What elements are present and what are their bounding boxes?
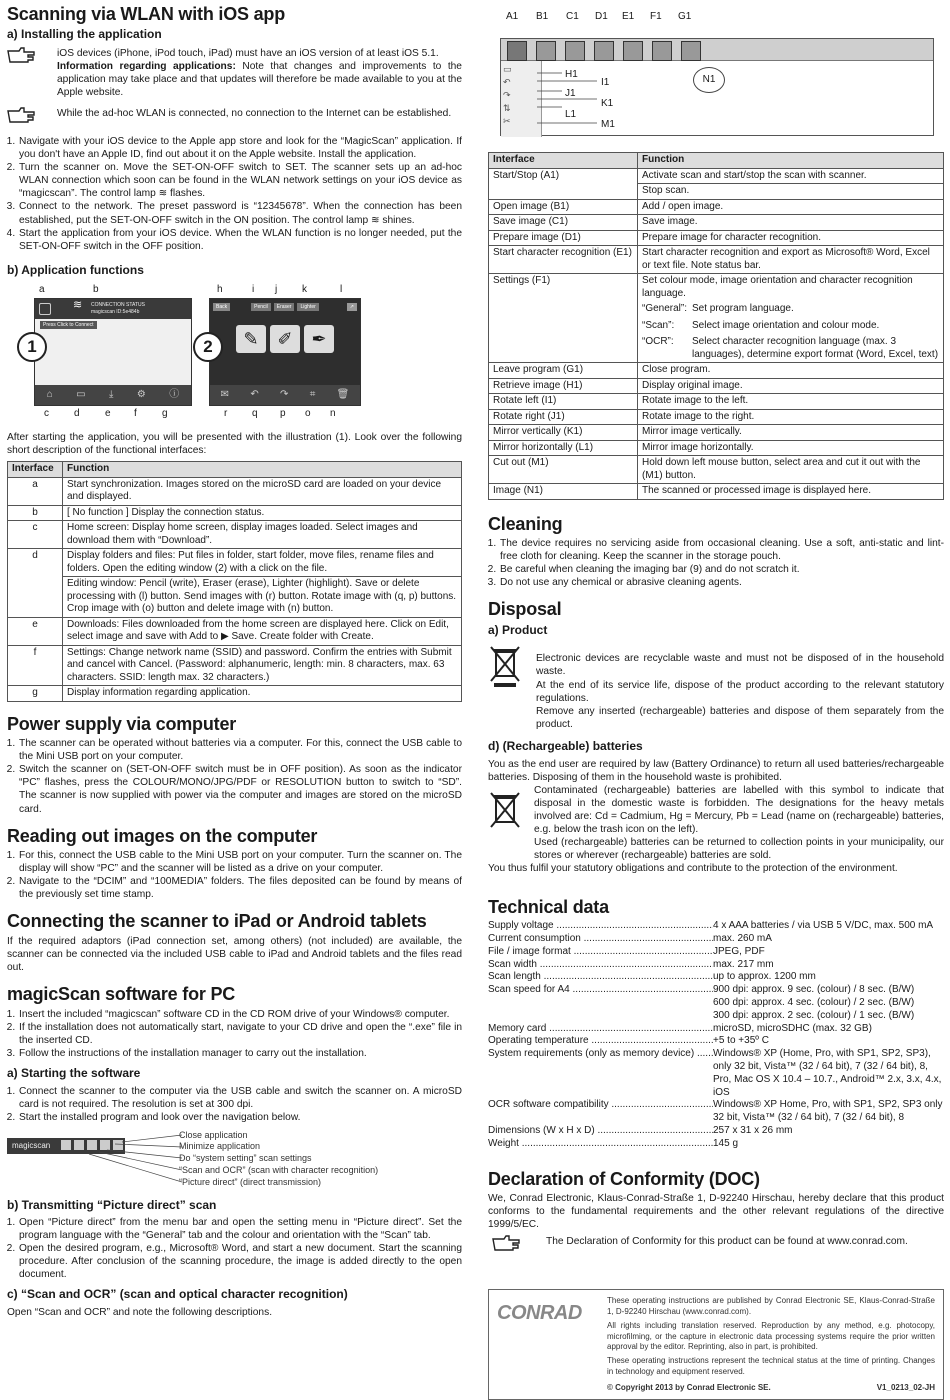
tech-value: max. 260 mA — [713, 932, 772, 944]
copyright: © Copyright 2013 by Conrad Electronic SE. — [607, 1383, 771, 1393]
callout-n: n — [330, 408, 336, 420]
doc-note — [488, 1235, 944, 1251]
tech-value: 257 x 31 x 26 mm — [713, 1124, 793, 1136]
table-cell: f — [8, 645, 63, 686]
share-icon[interactable]: ↗ — [347, 303, 357, 311]
table-header: Interface — [489, 153, 638, 169]
callout-h: h — [217, 284, 223, 296]
label-G1: G1 — [678, 11, 692, 22]
pencil-button[interactable]: Pencil — [251, 303, 271, 311]
lighter-button[interactable]: Lighter — [297, 303, 318, 311]
list-item: 2. Start the installed program and look over the navigation below. — [18, 1111, 462, 1124]
list-item: 3. Connect to the network. The preset password is “12345678”. When the connection has been established, put the SET-ON-OFF switch in the ON position. The control lamp ≋ shines. — [18, 200, 462, 226]
install-heading: a) Installing the application — [7, 26, 162, 41]
settings-sub-list — [642, 303, 939, 361]
ipad-text: If the required adaptors (iPad connection set, among others) (not included) are available, the scanner can be connected via the included USB cable to iPad and Android tablets and the files read out. — [7, 936, 462, 974]
label-E1: E1 — [622, 11, 635, 22]
nav-label: Close application — [179, 1129, 248, 1140]
table-cell: Settings: Change network name (SSID) and password. Confirm the entries with Submit and cancel with Cancel. (Password: alphanumeric, length: min. 8 characters, max. 63 characters. SSID: length max. 32 characters.) — [63, 645, 462, 686]
callout-a: a — [39, 284, 45, 296]
start-stop-icon[interactable] — [507, 41, 527, 61]
connection-status-label: CONNECTION STATUS — [91, 302, 145, 309]
product-line: Remove any inserted (rechargeable) batteries and dispose of them separately from the product. — [536, 705, 944, 730]
navigation-labels — [179, 1130, 378, 1189]
scan-ocr-text: Open “Scan and OCR” and note the following descriptions. — [7, 1306, 273, 1318]
tech-value: up to approx. 1200 mm — [713, 971, 816, 983]
tech-key: File / image format ..... — [488, 946, 713, 959]
open-image-icon[interactable] — [536, 41, 556, 61]
tech-key: Operating temperature ..... — [488, 1035, 713, 1048]
table-cell: d — [8, 549, 63, 618]
badge-1: 1 — [17, 332, 47, 362]
info-icon[interactable]: ⓘ — [169, 388, 180, 400]
editing-toolbar — [210, 299, 360, 315]
crossed-bin-icon — [488, 644, 522, 688]
reading-steps — [7, 849, 462, 901]
back-button[interactable]: Back — [213, 303, 230, 311]
callout-p: p — [280, 408, 286, 420]
label-N1: N1 — [693, 67, 725, 93]
settings-tab-name: “Scan”: — [642, 319, 675, 331]
table-cell: e — [8, 617, 63, 645]
list-item: 1. Insert the included “magicscan” software CD in the CD ROM drive of your Windows® computer. — [18, 1008, 462, 1021]
note-info-text: Note that changes and improvements to the application may take place and that updates will therefore be made available to you at the Apple website. — [57, 61, 462, 99]
table-row — [489, 484, 944, 500]
leave-program-icon[interactable] — [681, 41, 701, 61]
list-item: 1. The device requires no servicing aside from occasional cleaning. Use a soft, anti-static and lint-free cloth for cleaning. Keep the scanner in the storage pouch. — [499, 537, 944, 563]
tech-value: 900 dpi: approx. 9 sec. (colour) / 8 sec. (B/W) 600 dpi: approx. 4 sec. (colour) / 2 sec. (B/W) 300 dpi: approx. 2 sec. (colour) / 1 sec. (B/W) — [713, 984, 915, 1021]
table-cell: Start character recognition and export as Microsoft® Word, Excel or text file. Note status bar. — [638, 246, 944, 274]
table-cell: Stop scan. — [638, 184, 944, 200]
table-cell: Open image (B1) — [489, 199, 638, 215]
tech-value: 4 x AAA batteries / via USB 5 V/DC, max. 500 mA — [713, 920, 934, 932]
list-item: 1. Navigate with your iOS device to the Apple app store and look for the “MagicScan” application. If you don't have an Apple ID, find out about it on the Apple website. Install the application. — [18, 135, 462, 161]
tooltip: Press Click to Connect — [40, 321, 97, 329]
list-item: 4. Start the application from your iOS device. When the WLAN function is no longer needed, put the SET-ON-OFF switch in the OFF position. — [18, 227, 462, 253]
callout-b: b — [93, 284, 99, 296]
tech-key: Scan length ..... — [488, 971, 713, 984]
label-C1: C1 — [566, 11, 579, 22]
callout-c: c — [44, 408, 49, 420]
connection-status-id: magicscan ID:5e484b — [91, 309, 140, 316]
product-disposal — [488, 644, 944, 730]
rotate-right-icon[interactable]: ↷ — [280, 388, 289, 400]
batteries-symbol-block — [488, 784, 944, 862]
footer-p3: These operating instructions represent the technical status at the time of printing. Changes in technology and equipment reserved. — [607, 1356, 935, 1376]
table-row — [489, 409, 944, 425]
tech-key: Supply voltage ..... — [488, 920, 713, 933]
table-cell: Start/Stop (A1) — [489, 168, 638, 199]
table-cell: Settings (F1) — [489, 274, 638, 363]
crossed-bin-icon — [488, 790, 522, 834]
table-cell: Start character recognition (E1) — [489, 246, 638, 274]
nav-label: Minimize application — [179, 1141, 261, 1152]
callout-o: o — [305, 408, 311, 420]
table-row — [489, 378, 944, 394]
ocr-toolbar — [501, 39, 933, 61]
table-row — [8, 477, 462, 505]
product-heading: a) Product — [488, 623, 548, 638]
table-row — [8, 645, 462, 686]
table-row — [489, 215, 944, 231]
label-L1: L1 — [565, 109, 577, 120]
sync-button[interactable] — [39, 303, 51, 315]
list-item: 2. Switch the scanner on (SET-ON-OFF switch must be in OFF position). As soon as the indicator “PC” flashes, press the COLOUR/MONO/JPG/PDF or RESOLUTION button to switch to “SD”. The scanner is now supplied with power via the computer and images are stored on the microSD card. — [18, 763, 462, 815]
note-ios-line: iOS devices (iPhone, iPod touch, iPad) must have an iOS version of at least iOS 5.1. — [57, 48, 439, 60]
highlighter-icon[interactable]: ✒ — [304, 325, 334, 353]
conrad-logo-text: CONRAD — [497, 1302, 582, 1325]
label-B1: B1 — [536, 11, 549, 22]
table-cell: The scanned or processed image is displayed here. — [638, 484, 944, 500]
list-item: 3. Follow the instructions of the installation manager to carry out the installation. — [18, 1047, 462, 1060]
save-image-icon[interactable] — [565, 41, 585, 61]
label-J1: J1 — [565, 88, 576, 99]
table-row — [8, 549, 462, 577]
product-line: At the end of its service life, dispose of the product according to the relevant statutory regulations. — [536, 679, 944, 704]
table-cell: Prepare image (D1) — [489, 230, 638, 246]
scan-ocr-heading: c) “Scan and OCR” (scan and optical character recognition) — [7, 1287, 348, 1302]
label-D1: D1 — [595, 11, 608, 22]
folder-icon[interactable]: ▭ — [76, 388, 86, 400]
table-cell: Rotate left (I1) — [489, 394, 638, 410]
list-item: 2. Be careful when cleaning the imaging bar (9) and do not scratch it. — [499, 563, 944, 576]
tech-value: Windows® XP (Home, Pro, with SP1, SP2, SP3), only 32 bit, Vista™ (32 / 64 bit), 7 (32 / 64 bit), 8, Pro, Mac OS X 10.4 – 10.7., Android™ 2.x, 3.x, 4.x, iOS — [713, 1048, 942, 1098]
table-cell: Activate scan and start/stop the scan with scanner. — [638, 168, 944, 184]
nav-label: “Picture direct” (direct transmission) — [179, 1176, 322, 1187]
list-item: 2. Navigate to the “DCIM” and “100MEDIA” folders. The files deposited can be found by means of the previously set time stamp. — [18, 875, 462, 901]
list-item: 3. Do not use any chemical or abrasive cleaning agents. — [499, 576, 944, 589]
settings-tab-desc: Select character recognition language (max. 3 languages), determine export format (Word, Excel, text) — [692, 336, 939, 360]
app-screen-home — [34, 298, 192, 406]
tech-key: Current consumption ..... — [488, 933, 713, 946]
disposal-title: Disposal — [488, 599, 562, 620]
table-cell: Rotate right (J1) — [489, 409, 638, 425]
badge-2: 2 — [193, 332, 223, 362]
table-row — [489, 230, 944, 246]
table-cell: Add / open image. — [638, 199, 944, 215]
batteries-intro: You as the end user are required by law (Battery Ordinance) to return all used batteries/rechargeable batteries. Disposing of them in the household waste is prohibited. — [488, 759, 944, 784]
settings-gear-icon[interactable] — [652, 41, 672, 61]
magic-steps — [7, 1008, 462, 1060]
magicscan-bar-label: magicscan — [12, 1140, 51, 1150]
callout-q: q — [252, 408, 258, 420]
callout-k: k — [302, 284, 307, 296]
callout-e: e — [105, 408, 111, 420]
home-icon[interactable]: ⌂ — [46, 388, 53, 400]
start-heading: a) Starting the software — [7, 1066, 141, 1081]
footer-bottom-line — [607, 1383, 935, 1393]
leader-lines — [67, 1130, 182, 1192]
label-M1: M1 — [601, 119, 615, 130]
label-K1: K1 — [601, 98, 614, 109]
list-item: 1. For this, connect the USB cable to the Mini USB port on your computer. Turn the scanner on. The display will show “PC” and the scanner will be listed as a drive on your computer. — [18, 849, 462, 875]
tech-value: microSD, microSDHC (max. 32 GB) — [713, 1022, 872, 1034]
toolbar-labels — [506, 11, 706, 24]
ocr-ui-figure — [488, 8, 944, 148]
table-row — [489, 363, 944, 379]
bottom-toolbar — [35, 385, 191, 405]
picture-direct-heading: b) Transmitting “Picture direct” scan — [7, 1197, 217, 1212]
right-column — [488, 0, 944, 1400]
table-cell: Prepare image for character recognition. — [638, 230, 944, 246]
settings-tab-name: “OCR”: — [642, 336, 674, 347]
table-cell: [ No function ] Display the connection status. — [63, 505, 462, 521]
label-H1: H1 — [565, 69, 578, 80]
tech-data-list — [488, 920, 944, 1150]
after-start-text: After starting the application, you will be presented with the illustration (1). Look over the following short description of the functional interfaces: — [7, 432, 462, 457]
table-cell: Mirror horizontally (L1) — [489, 440, 638, 456]
document-code: V1_0213_02-JH — [876, 1383, 935, 1393]
navigation-figure — [7, 1130, 462, 1194]
label-F1: F1 — [650, 11, 662, 22]
batteries-symbol-text: Contaminated (rechargeable) batteries are labelled with this symbol to indicate that disposal in the domestic waste is forbidden. The designations for the heavy metals involved are: Cd = Cadmium, Hg = Mercury, Pb = Lead (name on (rechargeable) batteries, e.g. below the trash icon on the left). — [534, 785, 944, 836]
tech-key: Dimensions (W x H x D) ..... — [488, 1125, 713, 1138]
list-item: 2. Open the desired program, e.g., Microsoft® Word, and start a new document. Start the scanning procedure. After conclusion of the scanning procedure, the image is added directly to the open document. — [18, 1242, 462, 1281]
footer-p2: All rights including translation reserved. Reproduction by any method, e.g. photocopy, microfilming, or the capture in electronic data processing systems require the prior written approval by the editor. Reprinting, also in part, is prohibited. — [607, 1321, 935, 1351]
batteries-return-text: Used (rechargeable) batteries can be returned to collection points in your municipality, our stores or wherever (rechargeable) batteries are sold. — [534, 837, 944, 862]
table-cell: Save image. — [638, 215, 944, 231]
tech-value: Windows® XP Home, Pro, with SP1, SP2, SP3 only 32 bit, Vista™ (32 / 64 bit), 7 (32 / 64 bit), 8 — [713, 1099, 943, 1124]
table-cell: Image (N1) — [489, 484, 638, 500]
wifi-icon: ≋ — [73, 299, 83, 312]
table-header: Interface — [8, 462, 63, 478]
table-row — [8, 577, 462, 618]
table-cell: Home screen: Display home screen, display images loaded. Select images and download them with “Download”. — [63, 521, 462, 549]
table-cell: Rotate image to the left. — [638, 394, 944, 410]
table-row — [489, 394, 944, 410]
cut-out-icon[interactable]: ✂ — [503, 116, 511, 126]
table-cell: Display folders and files: Put files in folder, start folder, move files, rename files and folders. Open the editing window (2) with a click on the file. — [63, 549, 462, 577]
wlan-steps — [7, 135, 462, 252]
callout-r: r — [224, 408, 228, 420]
trash-icon[interactable]: 🗑 — [336, 388, 350, 400]
table-cell: Hold down left mouse button, select area and cut it out with the (M1) button. — [638, 456, 944, 484]
settings-description: Set colour mode, image orientation and character recognition language. — [642, 275, 913, 299]
rotate-left-icon[interactable]: ↶ — [503, 77, 511, 87]
table-cell: Rotate image to the right. — [638, 409, 944, 425]
callout-g: g — [162, 408, 168, 420]
table-row — [489, 274, 944, 363]
app-screenshots — [7, 284, 462, 429]
pointing-hand-icon — [7, 107, 35, 123]
table-row — [489, 246, 944, 274]
table-row — [8, 617, 462, 645]
table-cell: a — [8, 477, 63, 505]
callout-l: l — [340, 284, 343, 296]
power-steps — [7, 737, 462, 815]
note-adhoc — [7, 107, 462, 123]
tech-value: max. 217 mm — [713, 958, 774, 970]
table-cell — [638, 274, 944, 363]
start-steps — [7, 1085, 462, 1124]
nav-label: “Scan and OCR” (scan with character recognition) — [179, 1165, 379, 1176]
settings-tab-desc: Select image orientation and colour mode. — [692, 319, 880, 331]
footer-text — [607, 1296, 935, 1393]
product-line: Electronic devices are recyclable waste and must not be disposed of in the household waste. — [536, 653, 944, 678]
pencil-icon[interactable]: ✎ — [236, 325, 266, 353]
table-cell: Cut out (M1) — [489, 456, 638, 484]
note-adhoc-text: While the ad-hoc WLAN is connected, no connection to the Internet can be established. — [57, 108, 452, 120]
tech-key: Scan width ..... — [488, 959, 713, 972]
table-row — [489, 168, 944, 184]
publisher-footer — [488, 1289, 944, 1400]
table-cell: Start synchronization. Images stored on the microSD card are loaded on your device and displayed. — [63, 477, 462, 505]
app-screen-editing — [209, 298, 361, 406]
list-item: 2. Turn the scanner on. Move the SET-ON-OFF switch to SET. The scanner sets up an ad-hoc WLAN connection which soon can be found in the WLAN network settings on your iOS device as “magicscan”. The control lamp ≋ flashes. — [18, 161, 462, 200]
rotate-left-icon[interactable]: ↶ — [250, 388, 259, 400]
editing-bottom-toolbar — [210, 385, 360, 405]
callout-i: i — [252, 284, 255, 296]
table-header: Function — [63, 462, 462, 478]
tech-value: +5 to +35º C — [713, 1035, 769, 1047]
tech-key: Weight ..... — [488, 1138, 713, 1151]
tech-key: System requirements (only as memory device) ..... — [488, 1048, 713, 1099]
callout-f: f — [134, 408, 137, 420]
footer-p1: These operating instructions are published by Conrad Electronic SE, Klaus-Conrad-Straße 1, D-92240 Hirschau (www.conrad.com). — [607, 1296, 935, 1316]
picture-direct-steps — [7, 1216, 462, 1281]
tech-value: JPEG, PDF — [713, 945, 765, 957]
table-cell: Editing window: Pencil (write), Eraser (erase), Lighter (highlight). Save or delete processing with (l) button. Send images with (r) button. Rotate image with (q, p) buttons. Crop image with (o) button and delete image with (n) button. — [63, 577, 462, 618]
label-I1: I1 — [601, 77, 610, 88]
doc-title: Declaration of Conformity (DOC) — [488, 1168, 760, 1189]
ocr-interface-table — [488, 152, 944, 500]
table-cell: Downloads: Files downloaded from the home screen are displayed here. Click on Edit, select image and save with Add to ▶ Save. Create folder with Create. — [63, 617, 462, 645]
eraser-button[interactable]: Eraser — [274, 303, 295, 311]
table-cell: Leave program (G1) — [489, 363, 638, 379]
table-cell: Mirror image vertically. — [638, 425, 944, 441]
tech-title: Technical data — [488, 897, 609, 918]
prepare-image-icon[interactable] — [594, 41, 614, 61]
list-item: 1. Connect the scanner to the computer via the USB cable and switch the scanner on. A microSD card is not required. The resolution is set at 300 dpi. — [18, 1085, 462, 1111]
magic-title: magicScan software for PC — [7, 984, 236, 1005]
note-ios — [7, 47, 462, 99]
character-recognition-icon[interactable] — [623, 41, 643, 61]
pointing-hand-icon — [492, 1235, 520, 1251]
app-functions-heading: b) Application functions — [7, 262, 144, 277]
table-row — [489, 425, 944, 441]
table-cell: Save image (C1) — [489, 215, 638, 231]
ipad-title: Connecting the scanner to iPad or Android tablets — [7, 911, 427, 932]
tool-tiles — [210, 325, 360, 353]
table-cell: Mirror image horizontally. — [638, 440, 944, 456]
download-icon[interactable]: ⤓ — [109, 388, 114, 400]
conrad-logo — [497, 1296, 593, 1393]
table-row — [489, 199, 944, 215]
rotate-right-icon[interactable]: ↷ — [503, 90, 511, 100]
callout-j: j — [275, 284, 278, 296]
note-info-bold: Information regarding applications: — [57, 61, 236, 73]
list-item: 1. The scanner can be operated without batteries via a computer. For this, connect the USB cable to the Mini USB port on your computer. — [18, 737, 462, 763]
label-A1: A1 — [506, 11, 519, 22]
tech-key: Scan speed for A4 ..... — [488, 984, 713, 1022]
table-cell: Display original image. — [638, 378, 944, 394]
product-disposal-text — [536, 652, 944, 730]
batteries-text — [534, 784, 944, 862]
left-column — [7, 0, 462, 1319]
tech-key: Memory card ..... — [488, 1023, 713, 1036]
settings-tab-desc: Set program language. — [692, 303, 794, 314]
table-cell: g — [8, 686, 63, 702]
table-cell: b — [8, 505, 63, 521]
ocr-window — [500, 38, 934, 136]
doc-text: We, Conrad Electronic, Klaus-Conrad-Straße 1, D-92240 Hirschau, hereby declare that this product conforms to the fundamental requirements and the other relevant regulations of the directive 1999/5/EC. — [488, 1193, 944, 1231]
table-row — [489, 456, 944, 484]
table-cell: c — [8, 521, 63, 549]
table-row — [489, 440, 944, 456]
batteries-heading: d) (Rechargeable) batteries — [488, 738, 643, 753]
connection-bar — [35, 299, 191, 319]
wlan-title: Scanning via WLAN with iOS app — [7, 4, 286, 24]
crop-icon[interactable]: ⌗ — [309, 388, 316, 400]
list-item: 1. Open “Picture direct” from the menu bar and open the setting menu in “Picture direct”. Set the program language with the “General” tab and the colour and orientation with the “Scan” tab. — [18, 1216, 462, 1242]
list-item: 2. If the installation does not automatically start, navigate to your CD drive and open the “.exe” file in the inserted CD. — [18, 1021, 462, 1047]
reading-title: Reading out images on the computer — [7, 825, 318, 846]
send-icon[interactable]: ✉ — [220, 388, 230, 400]
callout-d: d — [74, 408, 80, 420]
batteries-end-text: You thus fulfil your statutory obligations and contribute to the protection of the environment. — [488, 863, 898, 875]
settings-tab-name: “General”: — [642, 303, 688, 314]
mirror-icon[interactable]: ⇅ — [503, 103, 511, 113]
table-row — [8, 505, 462, 521]
table-cell: Mirror vertically (K1) — [489, 425, 638, 441]
ocr-sidebar — [501, 61, 542, 137]
tech-key: OCR software compatibility ..... — [488, 1099, 713, 1125]
settings-icon[interactable]: ⚙ — [136, 388, 146, 400]
doc-note-text: The Declaration of Conformity for this product can be found at www.conrad.com. — [546, 1236, 908, 1248]
table-cell: Retrieve image (H1) — [489, 378, 638, 394]
power-title: Power supply via computer — [7, 713, 237, 734]
table-cell: Display information regarding application. — [63, 686, 462, 702]
table-row — [8, 521, 462, 549]
tech-value: 145 g — [713, 1137, 739, 1149]
table-header: Function — [638, 153, 944, 169]
app-function-table — [7, 461, 462, 702]
pointing-hand-icon — [7, 47, 35, 63]
table-row — [8, 686, 462, 702]
retrieve-image-icon[interactable]: ▭ — [503, 64, 512, 74]
table-cell: Close program. — [638, 363, 944, 379]
cleaning-title: Cleaning — [488, 513, 563, 534]
nav-label: Do “system setting” scan settings — [179, 1153, 312, 1164]
eraser-icon[interactable]: ✐ — [270, 325, 300, 353]
cleaning-steps — [488, 537, 944, 589]
